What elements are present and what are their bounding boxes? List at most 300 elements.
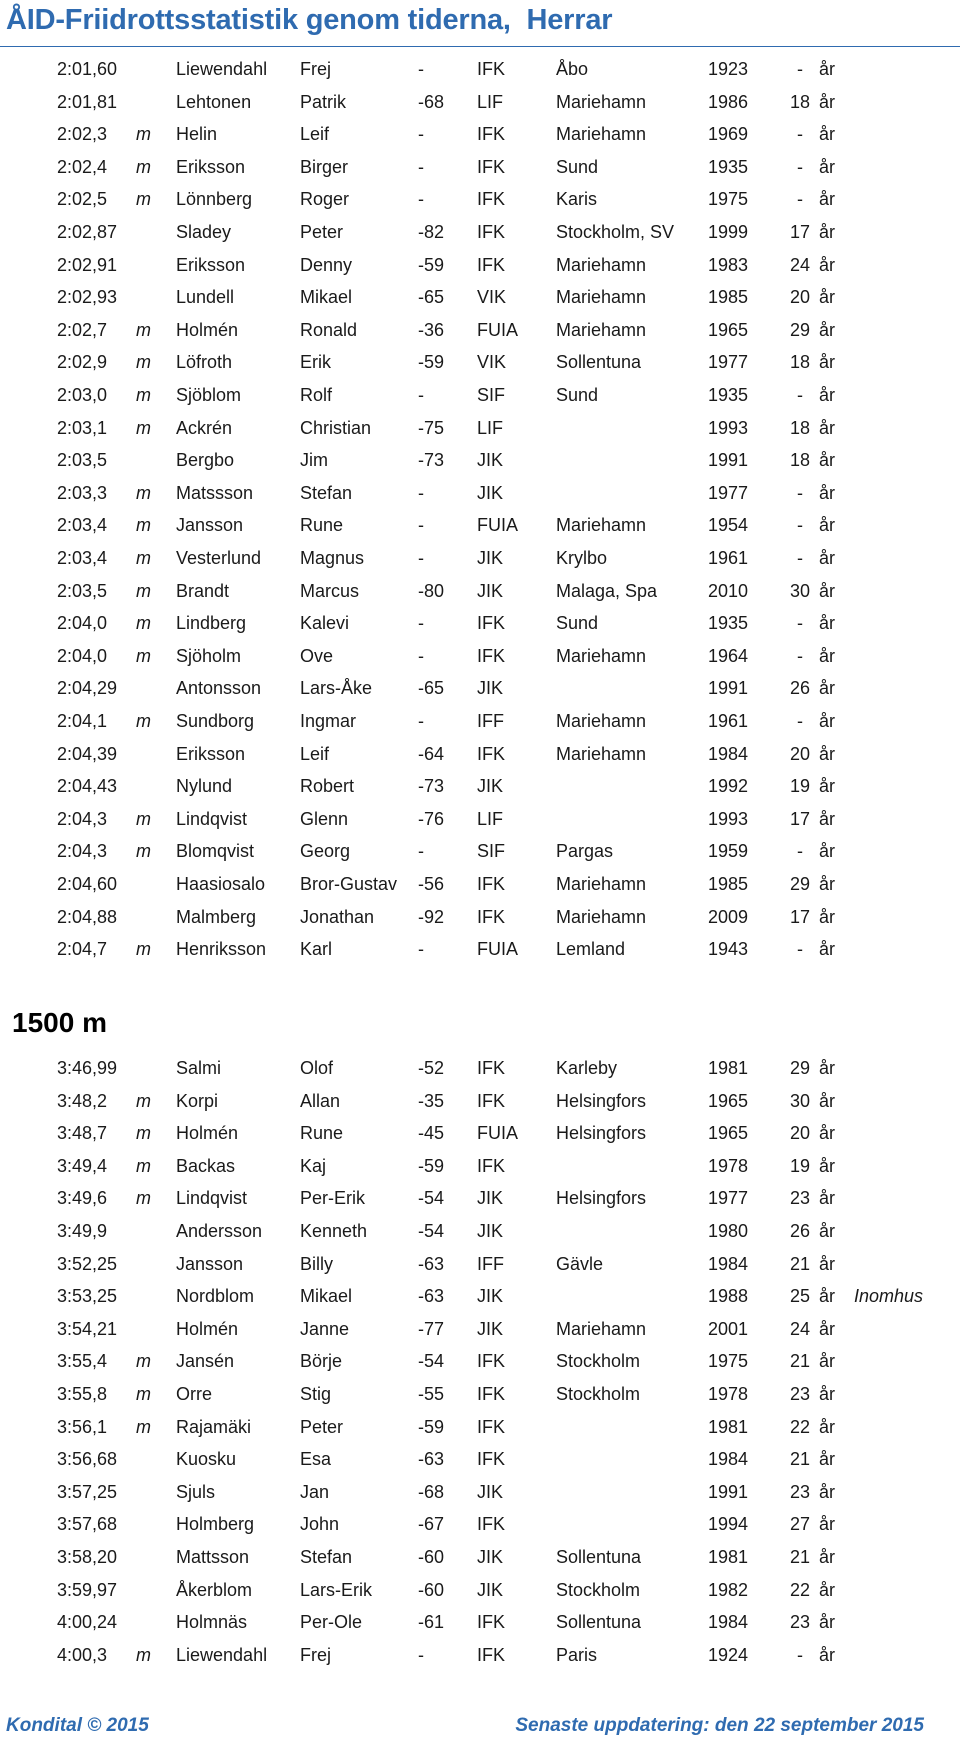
birth-year: - bbox=[418, 645, 424, 666]
birth-year: -35 bbox=[418, 1090, 445, 1111]
table-row bbox=[0, 933, 960, 965]
athlete-last-name: Mattsson bbox=[176, 1547, 250, 1567]
result-time: 3:59,97 bbox=[57, 1579, 118, 1600]
athlete-first-name: Bror-Gustav bbox=[300, 874, 398, 894]
birth-year: -68 bbox=[418, 91, 445, 112]
competition-year: 1999 bbox=[708, 222, 749, 242]
athlete-first-name: Mikael bbox=[300, 287, 353, 308]
manual-timing-mark: m bbox=[136, 1384, 151, 1404]
club-name: JIK bbox=[477, 678, 504, 699]
birth-year: -77 bbox=[418, 1318, 445, 1339]
result-time: 3:48,2 bbox=[57, 1090, 108, 1111]
manual-timing-mark: m bbox=[136, 808, 151, 829]
age-unit: år bbox=[819, 808, 836, 829]
competition-year: 1964 bbox=[708, 645, 749, 666]
birth-year: -56 bbox=[418, 874, 445, 894]
athlete-first-name: Lars-Erik bbox=[300, 1579, 373, 1600]
athlete-last-name: Antonsson bbox=[176, 678, 262, 699]
athlete-age: 17 bbox=[789, 808, 811, 829]
competition-year: 1965 bbox=[708, 1090, 749, 1111]
result-time: 2:02,7 bbox=[57, 319, 108, 340]
athlete-first-name: Stefan bbox=[300, 1547, 353, 1567]
result-time: 4:00,3 bbox=[57, 1644, 108, 1665]
age-unit: år bbox=[819, 1221, 836, 1241]
table-row bbox=[0, 1443, 960, 1475]
athlete-age: 23 bbox=[789, 1612, 811, 1633]
birth-year: - bbox=[418, 515, 424, 536]
venue: Mariehamn bbox=[556, 254, 647, 275]
birth-year: -80 bbox=[418, 580, 445, 601]
manual-timing-mark: m bbox=[136, 1351, 151, 1372]
page-title: ÅID-Friidrottsstatistik genom tiderna, Herrar bbox=[6, 4, 613, 36]
club-name: IFK bbox=[477, 906, 506, 927]
manual-timing-mark: m bbox=[136, 580, 151, 601]
age-unit: år bbox=[819, 1090, 836, 1111]
athlete-first-name: Patrik bbox=[300, 91, 347, 112]
age-unit: år bbox=[819, 1612, 836, 1633]
birth-year: -75 bbox=[418, 417, 445, 438]
age-unit: år bbox=[819, 1579, 836, 1600]
athlete-age: - bbox=[797, 1644, 803, 1665]
birth-year: -60 bbox=[418, 1579, 445, 1600]
athlete-first-name: Allan bbox=[300, 1090, 341, 1111]
birth-year: -54 bbox=[418, 1221, 445, 1241]
club-name: IFK bbox=[477, 124, 506, 145]
club-name: IFK bbox=[477, 1644, 506, 1665]
athlete-first-name: Mikael bbox=[300, 1286, 353, 1307]
athlete-last-name: Holmnäs bbox=[176, 1612, 248, 1633]
table-row bbox=[0, 1606, 960, 1638]
age-unit: år bbox=[819, 906, 836, 927]
section-heading-1500m: 1500 m bbox=[12, 1007, 107, 1038]
athlete-first-name: Billy bbox=[300, 1253, 334, 1274]
age-unit: år bbox=[819, 1286, 836, 1307]
result-time: 2:03,5 bbox=[57, 450, 108, 471]
birth-year: -82 bbox=[418, 222, 445, 242]
birth-year: -60 bbox=[418, 1547, 445, 1567]
age-unit: år bbox=[819, 482, 836, 503]
age-unit: år bbox=[819, 450, 836, 471]
competition-year: 1977 bbox=[708, 482, 749, 503]
table-row bbox=[0, 640, 960, 672]
result-time: 3:56,1 bbox=[57, 1416, 108, 1437]
age-unit: år bbox=[819, 1449, 836, 1470]
venue: Sund bbox=[556, 156, 599, 177]
age-unit: år bbox=[819, 1644, 836, 1665]
competition-year: 1993 bbox=[708, 417, 749, 438]
manual-timing-mark: m bbox=[136, 645, 151, 666]
competition-year: 1969 bbox=[708, 124, 749, 145]
age-unit: år bbox=[819, 254, 836, 275]
athlete-first-name: Ronald bbox=[300, 319, 358, 340]
athlete-last-name: Rajamäki bbox=[176, 1416, 252, 1437]
athlete-last-name: Lehtonen bbox=[176, 91, 252, 112]
athlete-age: - bbox=[797, 841, 803, 862]
table-row bbox=[0, 1117, 960, 1149]
athlete-age: - bbox=[797, 189, 803, 210]
competition-year: 1961 bbox=[708, 711, 749, 731]
result-time: 2:04,39 bbox=[57, 743, 118, 764]
age-unit: år bbox=[819, 1188, 836, 1209]
table-row bbox=[0, 444, 960, 476]
manual-timing-mark: m bbox=[136, 189, 151, 210]
manual-timing-mark: m bbox=[136, 548, 151, 568]
age-unit: år bbox=[819, 1351, 836, 1372]
competition-year: 1991 bbox=[708, 1481, 749, 1502]
age-unit: år bbox=[819, 124, 836, 145]
age-unit: år bbox=[819, 743, 836, 764]
birth-year: - bbox=[418, 939, 424, 960]
age-unit: år bbox=[819, 319, 836, 340]
age-unit: år bbox=[819, 548, 836, 568]
venue: Sund bbox=[556, 613, 599, 634]
birth-year: -59 bbox=[418, 254, 445, 275]
venue: Mariehamn bbox=[556, 319, 647, 340]
birth-year: -59 bbox=[418, 1155, 445, 1176]
club-name: IFK bbox=[477, 613, 506, 634]
birth-year: - bbox=[418, 1644, 424, 1665]
competition-year: 2009 bbox=[708, 906, 749, 927]
athlete-first-name: Per-Erik bbox=[300, 1188, 366, 1209]
club-name: JIK bbox=[477, 580, 504, 601]
table-row bbox=[0, 1052, 960, 1084]
age-unit: år bbox=[819, 1318, 836, 1339]
table-row bbox=[0, 1085, 960, 1117]
athlete-age: 23 bbox=[789, 1188, 811, 1209]
competition-year: 1965 bbox=[708, 319, 749, 340]
club-name: JIK bbox=[477, 1547, 504, 1567]
athlete-first-name: Peter bbox=[300, 222, 344, 242]
athlete-first-name: Rune bbox=[300, 515, 344, 536]
athlete-age: 30 bbox=[789, 1090, 811, 1111]
table-row bbox=[0, 705, 960, 737]
competition-year: 1981 bbox=[708, 1058, 749, 1078]
athlete-first-name: Jonathan bbox=[300, 906, 375, 927]
athlete-age: - bbox=[797, 482, 803, 503]
competition-year: 2001 bbox=[708, 1318, 749, 1339]
athlete-first-name: John bbox=[300, 1514, 340, 1535]
result-time: 3:53,25 bbox=[57, 1286, 118, 1307]
table-row bbox=[0, 1574, 960, 1606]
athlete-first-name: Janne bbox=[300, 1318, 350, 1339]
table-row bbox=[0, 379, 960, 411]
table-row bbox=[0, 249, 960, 281]
athlete-last-name: Sundborg bbox=[176, 711, 255, 731]
competition-year: 1985 bbox=[708, 874, 749, 894]
age-unit: år bbox=[819, 222, 836, 242]
club-name: IFK bbox=[477, 645, 506, 666]
venue: Mariehamn bbox=[556, 124, 647, 145]
venue: Lemland bbox=[556, 939, 626, 960]
result-time: 2:04,29 bbox=[57, 678, 118, 699]
venue: Krylbo bbox=[556, 548, 608, 568]
athlete-last-name: Holmén bbox=[176, 1123, 239, 1144]
result-time: 3:57,68 bbox=[57, 1514, 118, 1535]
athlete-age: 23 bbox=[789, 1481, 811, 1502]
birth-year: -63 bbox=[418, 1286, 445, 1307]
result-time: 3:54,21 bbox=[57, 1318, 118, 1339]
athlete-first-name: Stefan bbox=[300, 482, 353, 503]
birth-year: -68 bbox=[418, 1481, 445, 1502]
athlete-first-name: Kenneth bbox=[300, 1221, 368, 1241]
club-name: IFK bbox=[477, 254, 506, 275]
result-time: 2:04,0 bbox=[57, 613, 108, 634]
age-unit: år bbox=[819, 1384, 836, 1404]
venue: Malaga, Spa bbox=[556, 580, 658, 601]
result-time: 2:02,9 bbox=[57, 352, 108, 373]
athlete-last-name: Salmi bbox=[176, 1058, 222, 1078]
table-row bbox=[0, 1215, 960, 1247]
club-name: IFK bbox=[477, 189, 506, 210]
club-name: FUIA bbox=[477, 939, 519, 960]
birth-year: -76 bbox=[418, 808, 445, 829]
manual-timing-mark: m bbox=[136, 613, 151, 634]
athlete-last-name: Sladey bbox=[176, 222, 232, 242]
club-name: JIK bbox=[477, 482, 504, 503]
birth-year: - bbox=[418, 385, 424, 405]
athlete-last-name: Andersson bbox=[176, 1221, 263, 1241]
venue: Stockholm bbox=[556, 1351, 641, 1372]
competition-year: 1978 bbox=[708, 1155, 749, 1176]
result-time: 3:58,20 bbox=[57, 1547, 118, 1567]
result-time: 3:57,25 bbox=[57, 1481, 118, 1502]
competition-year: 1978 bbox=[708, 1384, 749, 1404]
competition-year: 1984 bbox=[708, 1612, 749, 1633]
result-time: 2:04,0 bbox=[57, 645, 108, 666]
result-time: 2:04,88 bbox=[57, 906, 118, 927]
birth-year: -59 bbox=[418, 352, 445, 373]
table-row bbox=[0, 1248, 960, 1280]
athlete-last-name: Lindqvist bbox=[176, 808, 248, 829]
athlete-last-name: Eriksson bbox=[176, 254, 246, 275]
athlete-age: 24 bbox=[789, 1318, 811, 1339]
club-name: FUIA bbox=[477, 515, 519, 536]
age-unit: år bbox=[819, 645, 836, 666]
manual-timing-mark: m bbox=[136, 711, 151, 731]
club-name: IFK bbox=[477, 1090, 506, 1111]
athlete-age: 22 bbox=[789, 1579, 811, 1600]
result-time: 2:04,43 bbox=[57, 776, 118, 797]
table-row bbox=[0, 346, 960, 378]
age-unit: år bbox=[819, 874, 836, 894]
age-unit: år bbox=[819, 385, 836, 405]
birth-year: -55 bbox=[418, 1384, 445, 1404]
result-time: 2:04,1 bbox=[57, 711, 108, 731]
result-time: 2:04,3 bbox=[57, 841, 108, 862]
table-row bbox=[0, 542, 960, 574]
venue: Stockholm bbox=[556, 1579, 641, 1600]
athlete-last-name: Nordblom bbox=[176, 1286, 255, 1307]
result-time: 3:48,7 bbox=[57, 1123, 108, 1144]
birth-year: -92 bbox=[418, 906, 445, 927]
table-row bbox=[0, 1345, 960, 1377]
athlete-last-name: Eriksson bbox=[176, 743, 246, 764]
age-unit: år bbox=[819, 1155, 836, 1176]
club-name: SIF bbox=[477, 841, 506, 862]
birth-year: - bbox=[418, 548, 424, 568]
table-row bbox=[0, 118, 960, 150]
athlete-first-name: Stig bbox=[300, 1384, 332, 1404]
club-name: IFK bbox=[477, 222, 506, 242]
manual-timing-mark: m bbox=[136, 939, 151, 960]
age-unit: år bbox=[819, 91, 836, 112]
manual-timing-mark: m bbox=[136, 1644, 151, 1665]
venue: Sollentuna bbox=[556, 352, 642, 373]
table-row bbox=[0, 1378, 960, 1410]
competition-year: 1992 bbox=[708, 776, 749, 797]
table-row bbox=[0, 1639, 960, 1671]
age-unit: år bbox=[819, 580, 836, 601]
result-note: Inomhus bbox=[854, 1286, 924, 1307]
result-time: 2:04,3 bbox=[57, 808, 108, 829]
athlete-age: 20 bbox=[789, 743, 811, 764]
athlete-last-name: Henriksson bbox=[176, 939, 267, 960]
table-row bbox=[0, 183, 960, 215]
age-unit: år bbox=[819, 939, 836, 960]
venue: Karleby bbox=[556, 1058, 618, 1078]
birth-year: -59 bbox=[418, 1416, 445, 1437]
athlete-first-name: Rolf bbox=[300, 385, 333, 405]
result-time: 2:04,7 bbox=[57, 939, 108, 960]
athlete-last-name: Lönnberg bbox=[176, 189, 253, 210]
athlete-age: 17 bbox=[789, 906, 811, 927]
birth-year: - bbox=[418, 156, 424, 177]
athlete-last-name: Blomqvist bbox=[176, 841, 255, 862]
athlete-age: 18 bbox=[789, 450, 811, 471]
athlete-age: 21 bbox=[789, 1351, 811, 1372]
table-row bbox=[0, 835, 960, 867]
athlete-age: - bbox=[797, 711, 803, 731]
result-time: 2:02,87 bbox=[57, 222, 118, 242]
athlete-first-name: Marcus bbox=[300, 580, 360, 601]
manual-timing-mark: m bbox=[136, 1090, 151, 1111]
athlete-last-name: Sjöblom bbox=[176, 385, 242, 405]
result-time: 3:56,68 bbox=[57, 1449, 118, 1470]
birth-year: -52 bbox=[418, 1058, 445, 1078]
club-name: LIF bbox=[477, 417, 504, 438]
competition-year: 1923 bbox=[708, 59, 749, 79]
athlete-first-name: Denny bbox=[300, 254, 353, 275]
result-time: 2:02,3 bbox=[57, 124, 108, 145]
venue: Karis bbox=[556, 189, 598, 210]
competition-year: 1986 bbox=[708, 91, 749, 112]
athlete-age: 25 bbox=[789, 1286, 811, 1307]
footer-last-updated: Senaste uppdatering: den 22 september 2015 bbox=[515, 1715, 924, 1736]
athlete-first-name: Frej bbox=[300, 1644, 331, 1665]
manual-timing-mark: m bbox=[136, 1416, 151, 1437]
table-row bbox=[0, 216, 960, 248]
athlete-first-name: Leif bbox=[300, 743, 330, 764]
competition-year: 1980 bbox=[708, 1221, 749, 1241]
athlete-last-name: Sjöholm bbox=[176, 645, 242, 666]
competition-year: 1983 bbox=[708, 254, 749, 275]
age-unit: år bbox=[819, 711, 836, 731]
athlete-age: - bbox=[797, 645, 803, 666]
athlete-age: 21 bbox=[789, 1449, 811, 1470]
age-unit: år bbox=[819, 678, 836, 699]
athlete-age: 21 bbox=[789, 1547, 811, 1567]
manual-timing-mark: m bbox=[136, 841, 151, 862]
athlete-first-name: Glenn bbox=[300, 808, 349, 829]
club-name: IFF bbox=[477, 1253, 504, 1274]
competition-year: 1935 bbox=[708, 156, 749, 177]
birth-year: -64 bbox=[418, 743, 445, 764]
birth-year: -65 bbox=[418, 678, 445, 699]
manual-timing-mark: m bbox=[136, 1188, 151, 1209]
athlete-last-name: Helin bbox=[176, 124, 218, 145]
table-row bbox=[0, 803, 960, 835]
athlete-age: 23 bbox=[789, 1384, 811, 1404]
athlete-last-name: Löfroth bbox=[176, 352, 233, 373]
result-time: 2:01,81 bbox=[57, 91, 118, 112]
birth-year: -54 bbox=[418, 1188, 445, 1209]
club-name: IFF bbox=[477, 711, 504, 731]
venue: Mariehamn bbox=[556, 287, 647, 308]
athlete-last-name: Liewendahl bbox=[176, 59, 268, 79]
venue: Sund bbox=[556, 385, 599, 405]
club-name: IFK bbox=[477, 1514, 506, 1535]
table-row bbox=[0, 86, 960, 118]
club-name: JIK bbox=[477, 548, 504, 568]
table-row bbox=[0, 672, 960, 704]
birth-year: -67 bbox=[418, 1514, 445, 1535]
result-time: 3:49,9 bbox=[57, 1221, 108, 1241]
result-time: 2:02,93 bbox=[57, 287, 118, 308]
competition-year: 1993 bbox=[708, 808, 749, 829]
birth-year: - bbox=[418, 482, 424, 503]
result-time: 2:01,60 bbox=[57, 59, 118, 79]
club-name: FUIA bbox=[477, 1123, 519, 1144]
club-name: JIK bbox=[477, 1481, 504, 1502]
table-row bbox=[0, 1476, 960, 1508]
venue: Helsingfors bbox=[556, 1090, 647, 1111]
athlete-first-name: Kalevi bbox=[300, 613, 350, 634]
birth-year: - bbox=[418, 841, 424, 862]
athlete-age: 30 bbox=[789, 580, 811, 601]
table-row bbox=[0, 1182, 960, 1214]
venue: Helsingfors bbox=[556, 1123, 647, 1144]
athlete-last-name: Vesterlund bbox=[176, 548, 262, 568]
result-time: 2:03,1 bbox=[57, 417, 108, 438]
club-name: VIK bbox=[477, 352, 507, 373]
competition-year: 1984 bbox=[708, 1449, 749, 1470]
competition-year: 1975 bbox=[708, 189, 749, 210]
athlete-age: - bbox=[797, 156, 803, 177]
athlete-age: - bbox=[797, 939, 803, 960]
athlete-age: - bbox=[797, 515, 803, 536]
athlete-first-name: Frej bbox=[300, 59, 331, 79]
table-row bbox=[0, 575, 960, 607]
result-time: 2:03,5 bbox=[57, 580, 108, 601]
club-name: JIK bbox=[477, 1318, 504, 1339]
athlete-age: 27 bbox=[789, 1514, 811, 1535]
athlete-last-name: Brandt bbox=[176, 580, 230, 601]
competition-year: 1984 bbox=[708, 1253, 749, 1274]
athlete-age: 20 bbox=[789, 1123, 811, 1144]
table-row bbox=[0, 607, 960, 639]
athlete-age: 26 bbox=[789, 678, 811, 699]
venue: Mariehamn bbox=[556, 874, 647, 894]
athlete-first-name: Börje bbox=[300, 1351, 343, 1372]
age-unit: år bbox=[819, 841, 836, 862]
competition-year: 1988 bbox=[708, 1286, 749, 1307]
table-row bbox=[0, 738, 960, 770]
athlete-last-name: Backas bbox=[176, 1155, 236, 1176]
club-name: JIK bbox=[477, 1286, 504, 1307]
competition-year: 1935 bbox=[708, 613, 749, 634]
manual-timing-mark: m bbox=[136, 515, 151, 536]
competition-year: 1984 bbox=[708, 743, 749, 764]
